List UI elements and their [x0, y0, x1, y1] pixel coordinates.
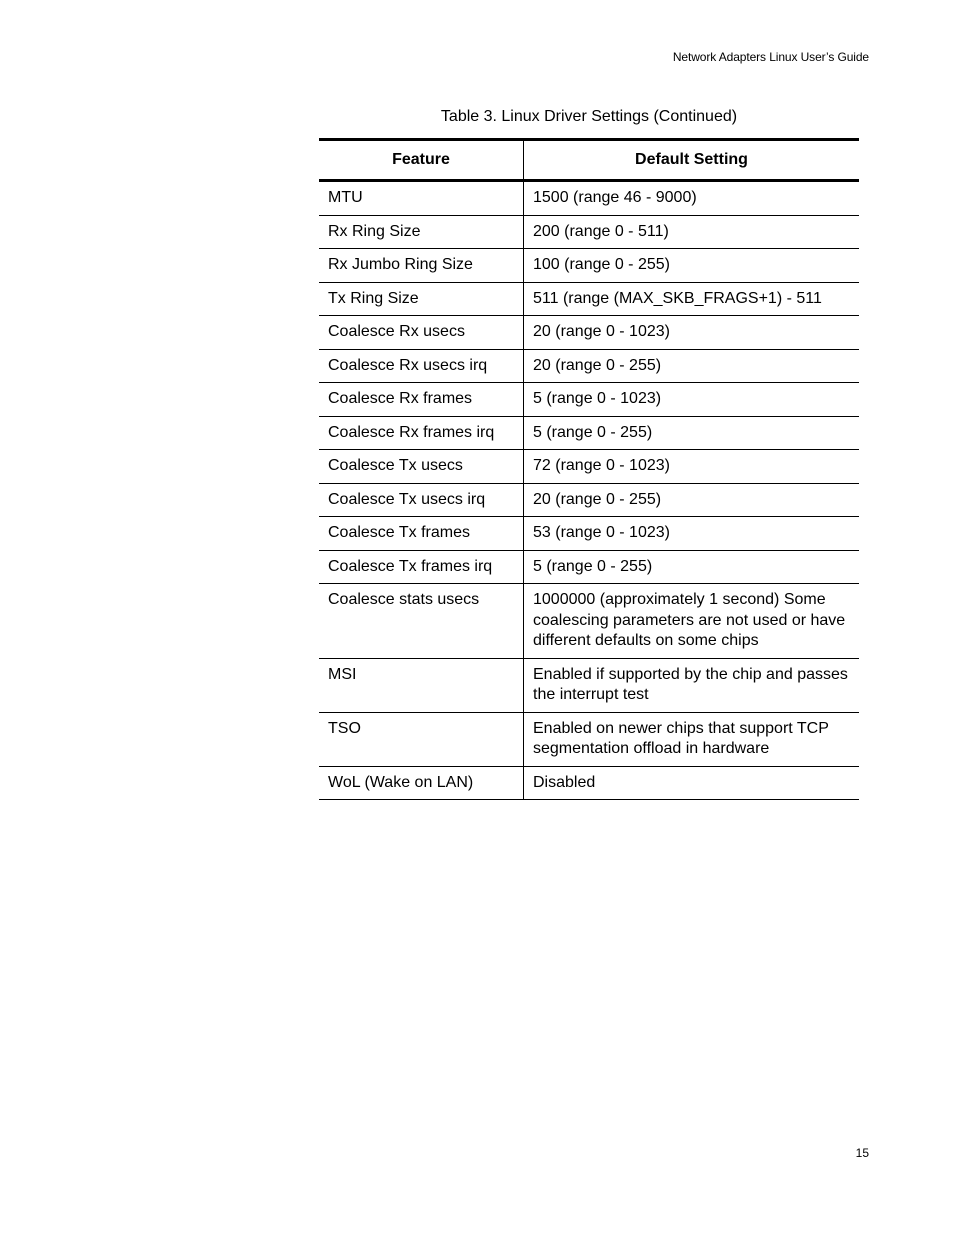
default-setting-cell: 5 (range 0 - 1023): [524, 383, 860, 417]
table-row: [319, 416, 859, 450]
default-setting-cell: 72 (range 0 - 1023): [524, 450, 860, 484]
default-setting-cell: Disabled: [524, 766, 860, 800]
default-setting-cell: 1500 (range 46 - 9000): [524, 181, 860, 216]
default-setting-cell: 5 (range 0 - 255): [524, 416, 860, 450]
feature-cell: Tx Ring Size: [319, 282, 524, 316]
table-row: [319, 282, 859, 316]
feature-cell: Rx Ring Size: [319, 215, 524, 249]
feature-cell: Coalesce Tx frames irq: [319, 550, 524, 584]
column-header-default-setting: Default Setting: [524, 140, 860, 181]
table-row: [319, 766, 859, 800]
feature-cell: TSO: [319, 712, 524, 766]
feature-cell: Coalesce Rx usecs: [319, 316, 524, 350]
default-setting-cell: Enabled if supported by the chip and passes the interrupt test: [524, 658, 860, 712]
running-header: Network Adapters Linux User’s Guide: [672, 50, 869, 64]
default-setting-cell: 20 (range 0 - 1023): [524, 316, 860, 350]
feature-cell: Rx Jumbo Ring Size: [319, 249, 524, 283]
table-row: [319, 450, 859, 484]
default-setting-cell: 53 (range 0 - 1023): [524, 517, 860, 551]
table-row: [319, 215, 859, 249]
feature-cell: MSI: [319, 658, 524, 712]
default-setting-cell: 5 (range 0 - 255): [524, 550, 860, 584]
table-row: [319, 483, 859, 517]
feature-cell: MTU: [319, 181, 524, 216]
column-header-feature: Feature: [319, 140, 524, 181]
default-setting-cell: Enabled on newer chips that support TCP segmentation offload in hardware: [524, 712, 860, 766]
default-setting-cell: 20 (range 0 - 255): [524, 349, 860, 383]
table-row: [319, 517, 859, 551]
table-row: [319, 316, 859, 350]
feature-cell: Coalesce Tx usecs irq: [319, 483, 524, 517]
feature-cell: Coalesce Tx usecs: [319, 450, 524, 484]
table-row: [319, 249, 859, 283]
default-setting-cell: 200 (range 0 - 511): [524, 215, 860, 249]
table-row: [319, 349, 859, 383]
feature-cell: Coalesce Rx frames: [319, 383, 524, 417]
feature-cell: Coalesce stats usecs: [319, 584, 524, 659]
table-row: [319, 658, 859, 712]
feature-cell: Coalesce Rx frames irq: [319, 416, 524, 450]
feature-cell: Coalesce Rx usecs irq: [319, 349, 524, 383]
default-setting-cell: 1000000 (approximately 1 second) Some coalescing parameters are not used or have different defaults on some chips: [524, 584, 860, 659]
page-number: 15: [855, 1146, 869, 1160]
table-row: [319, 712, 859, 766]
table-header-row: [319, 140, 859, 181]
table-row: [319, 550, 859, 584]
default-setting-cell: 100 (range 0 - 255): [524, 249, 860, 283]
table-row: [319, 181, 859, 216]
default-setting-cell: 511 (range (MAX_SKB_FRAGS+1) - 511: [524, 282, 860, 316]
driver-settings-table: [319, 138, 859, 800]
table-caption: Table 3. Linux Driver Settings (Continued): [440, 108, 738, 125]
default-setting-cell: 20 (range 0 - 255): [524, 483, 860, 517]
table-row: [319, 584, 859, 659]
feature-cell: Coalesce Tx frames: [319, 517, 524, 551]
table-row: [319, 383, 859, 417]
feature-cell: WoL (Wake on LAN): [319, 766, 524, 800]
